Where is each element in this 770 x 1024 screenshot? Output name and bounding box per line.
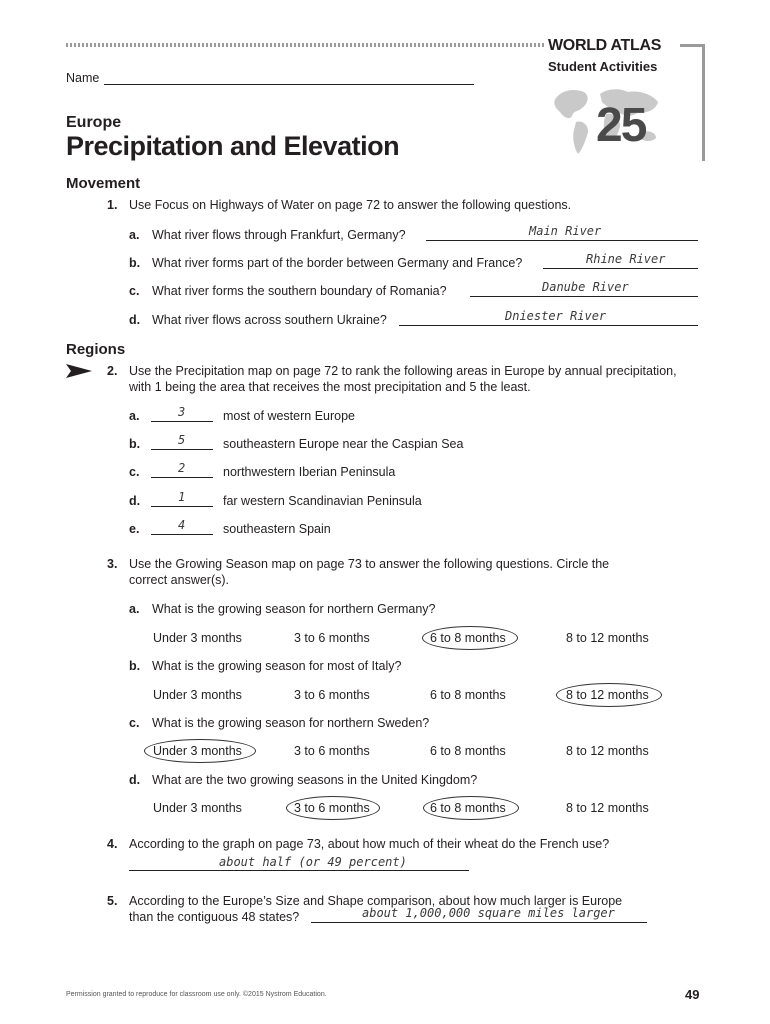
brand-subtitle: Student Activities <box>548 59 658 74</box>
q2e-letter: e. <box>129 522 140 536</box>
q3d-answer-circle-1 <box>286 796 380 820</box>
q3c-option-3-to-6[interactable]: 3 to 6 months <box>294 744 370 758</box>
q2c-answer: 2 <box>178 461 186 475</box>
q1d-text: What river flows across southern Ukraine? <box>152 313 387 327</box>
q2-text-line1: Use the Precipitation map on page 72 to rank the following areas in Europe by annual precipitation, <box>129 364 677 378</box>
q3-text-line1: Use the Growing Season map on page 73 to answer the following questions. Circle the <box>129 557 610 571</box>
q3d-text: What are the two growing seasons in the United Kingdom? <box>152 773 478 787</box>
q5-text-line2: than the contiguous 48 states? <box>129 910 300 924</box>
section-movement: Movement <box>66 175 141 192</box>
q1-number: 1. <box>107 198 118 212</box>
q3a-option-6-to-8[interactable]: 6 to 8 months <box>430 631 506 645</box>
q2a-answer: 3 <box>178 405 186 419</box>
q3c-answer-circle <box>144 739 256 763</box>
header-rule-bracket <box>680 44 705 161</box>
q2b-answer: 5 <box>178 433 186 447</box>
q5-number: 5. <box>107 894 118 908</box>
q3c-option-under-3[interactable]: Under 3 months <box>153 744 242 758</box>
q2b-letter: b. <box>129 437 141 451</box>
q3a-answer-circle <box>422 626 518 650</box>
q1a-letter: a. <box>129 228 140 242</box>
q3-text-line2: correct answer(s). <box>129 573 230 587</box>
brand-title: WORLD ATLAS <box>548 37 662 54</box>
q3d-option-8-to-12[interactable]: 8 to 12 months <box>566 801 649 815</box>
footer-permission: Permission granted to reproduce for classroom use only. ©2015 Nystrom Education. <box>66 991 327 998</box>
activity-number: 25 <box>596 99 646 152</box>
q2e-text: southeastern Spain <box>223 522 331 536</box>
q3a-option-under-3[interactable]: Under 3 months <box>153 631 242 645</box>
q1a-answer-line[interactable] <box>426 240 698 241</box>
q3a-text: What is the growing season for northern Germany? <box>152 602 436 616</box>
q1c-answer: Danube River <box>542 280 629 294</box>
q3b-text: What is the growing season for most of Italy? <box>152 659 402 673</box>
q1c-text: What river forms the southern boundary of Romania? <box>152 284 447 298</box>
q2e-answer-line[interactable] <box>151 534 213 535</box>
q1a-answer: Main River <box>529 224 602 238</box>
q4-number: 4. <box>107 837 118 851</box>
q3d-answer-circle-2 <box>423 796 519 820</box>
q1b-answer-line[interactable] <box>543 268 698 269</box>
name-label: Name <box>66 71 100 85</box>
q2a-letter: a. <box>129 409 140 423</box>
q3d-option-under-3[interactable]: Under 3 months <box>153 801 242 815</box>
q3d-letter: d. <box>129 773 141 787</box>
q3c-letter: c. <box>129 716 140 730</box>
q4-text: According to the graph on page 73, about how much of their wheat do the French use? <box>129 837 610 851</box>
q4-answer: about half (or 49 percent) <box>219 855 407 869</box>
q2d-answer: 1 <box>178 490 186 504</box>
page-title: Precipitation and Elevation <box>66 131 400 161</box>
q2d-text: far western Scandinavian Peninsula <box>223 494 422 508</box>
q1d-answer-line[interactable] <box>399 325 698 326</box>
q3a-letter: a. <box>129 602 140 616</box>
section-regions: Regions <box>66 341 126 358</box>
name-field[interactable] <box>104 84 474 85</box>
q3-number: 3. <box>107 557 118 571</box>
q2c-letter: c. <box>129 465 140 479</box>
q1-text: Use Focus on Highways of Water on page 72 to answer the following questions. <box>129 198 572 212</box>
q2b-text: southeastern Europe near the Caspian Sea <box>223 437 464 451</box>
q3d-option-3-to-6[interactable]: 3 to 6 months <box>294 801 370 815</box>
q3b-answer-circle <box>556 683 662 707</box>
q1d-letter: d. <box>129 313 141 327</box>
q2-number: 2. <box>107 364 118 378</box>
q2c-text: northwestern Iberian Peninsula <box>223 465 396 479</box>
q4-answer-line[interactable] <box>129 870 469 871</box>
q1b-letter: b. <box>129 256 141 270</box>
q2d-letter: d. <box>129 494 141 508</box>
q3b-option-6-to-8[interactable]: 6 to 8 months <box>430 688 506 702</box>
q3b-option-under-3[interactable]: Under 3 months <box>153 688 242 702</box>
q2a-text: most of western Europe <box>223 409 356 423</box>
q1c-answer-line[interactable] <box>470 296 698 297</box>
q1b-text: What river forms part of the border between Germany and France? <box>152 256 523 270</box>
q1c-letter: c. <box>129 284 140 298</box>
q5-text-line1: According to the Europe’s Size and Shape comparison, about how much larger is Europe <box>129 894 623 908</box>
page-number: 49 <box>685 987 700 1002</box>
q3d-option-6-to-8[interactable]: 6 to 8 months <box>430 801 506 815</box>
q5-answer-line[interactable] <box>311 922 647 923</box>
q5-answer: about 1,000,000 square miles larger <box>362 906 615 920</box>
q2-text-line2: with 1 being the area that receives the most precipitation and 5 the least. <box>129 380 531 394</box>
q3c-option-8-to-12[interactable]: 8 to 12 months <box>566 744 649 758</box>
q2a-answer-line[interactable] <box>151 421 213 422</box>
region-heading: Europe <box>66 114 122 131</box>
pointer-arrow-icon <box>66 364 92 378</box>
q1b-answer: Rhine River <box>586 252 666 266</box>
q3b-option-3-to-6[interactable]: 3 to 6 months <box>294 688 370 702</box>
q3b-option-8-to-12[interactable]: 8 to 12 months <box>566 688 649 702</box>
q3b-letter: b. <box>129 659 141 673</box>
q2b-answer-line[interactable] <box>151 449 213 450</box>
q2e-answer: 4 <box>178 518 186 532</box>
q2c-answer-line[interactable] <box>151 477 213 478</box>
q1a-text: What river flows through Frankfurt, Germany? <box>152 228 406 242</box>
header-rule <box>66 43 544 47</box>
q2d-answer-line[interactable] <box>151 506 213 507</box>
q3a-option-8-to-12[interactable]: 8 to 12 months <box>566 631 649 645</box>
q3c-text: What is the growing season for northern Sweden? <box>152 716 430 730</box>
q3c-option-6-to-8[interactable]: 6 to 8 months <box>430 744 506 758</box>
q1d-answer: Dniester River <box>505 309 607 323</box>
q3a-option-3-to-6[interactable]: 3 to 6 months <box>294 631 370 645</box>
